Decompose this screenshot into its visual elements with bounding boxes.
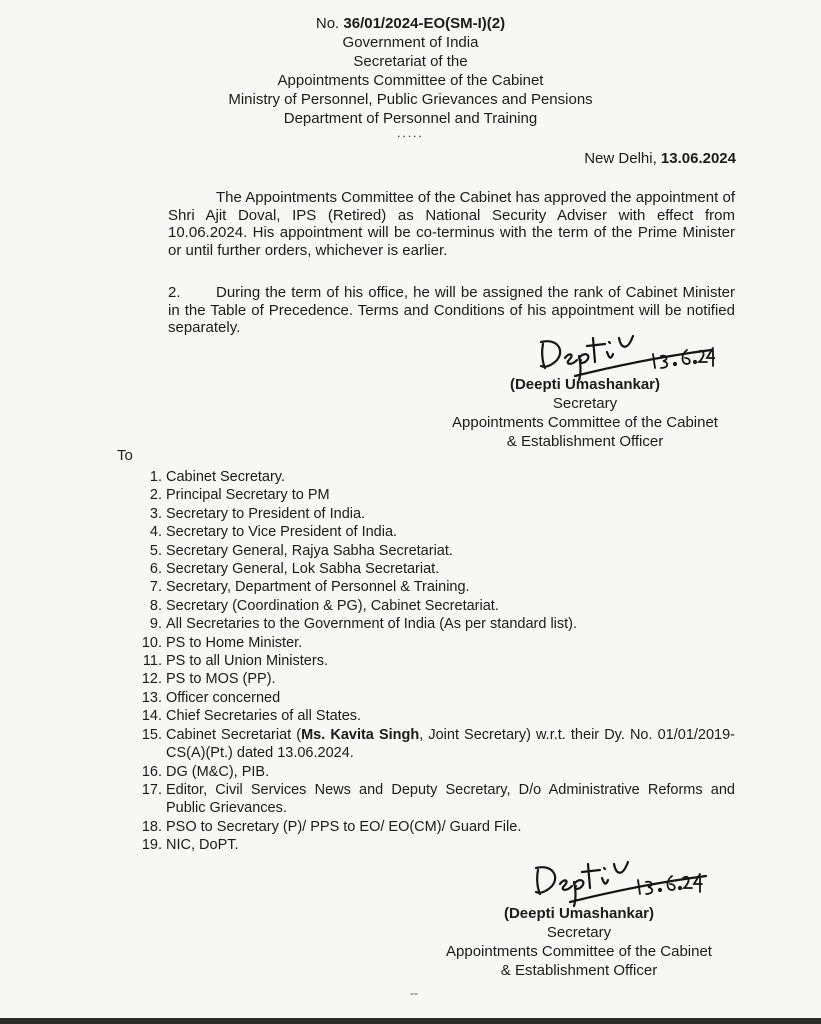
header-line-department: Department of Personnel and Training — [283, 110, 538, 127]
header-line-ministry: Ministry of Personnel, Public Grievances and Pensions — [228, 91, 593, 108]
paragraph-appointment: The Appointments Committee of the Cabinet has approved the appointment of Shri Ajit Doval, IPS (Retired) as National Security Adviser with effect from 10.06.2024. His appointment will be co-terminus with the term of the Prime Minister or until further orders, whichever is earlier. — [168, 189, 735, 259]
tail-mark: -- — [410, 986, 418, 1000]
list-item: 9. All Secretaries to the Government of India (As per standard list). — [149, 616, 578, 633]
list-item: 15. Cabinet Secretariat (Ms. Kavita Singh, Joint Secretary) w.r.t. their Dy. No. 01/01/2019-CS(A)(Pt.) dated 13.06.2024. — [141, 726, 735, 762]
to-label: To — [117, 447, 133, 464]
list-item: 19. NIC, DoPT. — [141, 837, 239, 854]
signatory-designation: Secretary — [552, 395, 618, 412]
signature-block-bottom — [424, 904, 734, 980]
signatory-designation: Secretary — [546, 924, 612, 941]
list-item: 4. Secretary to Vice President of India. — [149, 524, 398, 541]
signatory-office: Appointments Committee of the Cabinet — [446, 943, 712, 960]
list-item: 5. Secretary General, Rajya Sabha Secretariat. — [149, 542, 453, 559]
recipient-list — [135, 468, 735, 855]
list-item: 16. DG (M&C), PIB. — [141, 763, 270, 780]
list-item: 10. PS to Home Minister. — [141, 634, 303, 651]
list-item: 7. Secretary, Department of Personnel & Training. — [149, 579, 470, 596]
dateline: New Delhi, 13.06.2024 — [584, 150, 736, 167]
header-line-government: Government of India — [342, 34, 479, 51]
list-item: 11. PS to all Union Ministers. — [142, 653, 328, 670]
signature-block-top — [430, 375, 740, 451]
list-item: 1. Cabinet Secretary. — [149, 469, 286, 485]
paragraph-rank-text: During the term of his office, he will be assigned the rank of Cabinet Minister in the Table of Precedence. Terms and Conditions of his appointment will be notified separately. — [168, 284, 735, 336]
bottom-edge — [0, 1018, 821, 1024]
list-item: 8. Secretary (Coordination & PG), Cabinet Secretariat. — [149, 597, 499, 614]
signatory-name: (Deepti Umashankar) — [503, 905, 655, 922]
paragraph-number: 2. — [168, 284, 181, 301]
list-item: 3. Secretary to President of India. — [149, 505, 366, 522]
list-item: 12. PS to MOS (PP). — [141, 671, 276, 688]
list-item: 14. Chief Secretaries of all States. — [141, 708, 362, 725]
list-item: 6. Secretary General, Lok Sabha Secretariat. — [149, 561, 440, 578]
signatory-office-2: & Establishment Officer — [500, 962, 658, 979]
letter-header — [0, 14, 821, 138]
header-dots: ..... — [397, 126, 424, 140]
signatory-office: Appointments Committee of the Cabinet — [452, 414, 718, 431]
reference-number: No. 36/01/2024-EO(SM-I)(2) — [315, 15, 506, 32]
header-line-secretariat: Secretariat of the — [353, 53, 468, 70]
list-item: 2. Principal Secretary to PM — [149, 487, 330, 504]
header-line-committee: Appointments Committee of the Cabinet — [277, 72, 544, 89]
list-item: 17. Editor, Civil Services News and Deputy Secretary, D/o Administrative Reforms and Public Grievances. — [141, 781, 735, 817]
signatory-name: (Deepti Umashankar) — [509, 376, 661, 393]
signatory-office-2: & Establishment Officer — [506, 433, 664, 450]
list-item: 13. Officer concerned — [141, 689, 281, 706]
list-item: 18. PSO to Secretary (P)/ PPS to EO/ EO(CM)/ Guard File. — [141, 818, 522, 835]
